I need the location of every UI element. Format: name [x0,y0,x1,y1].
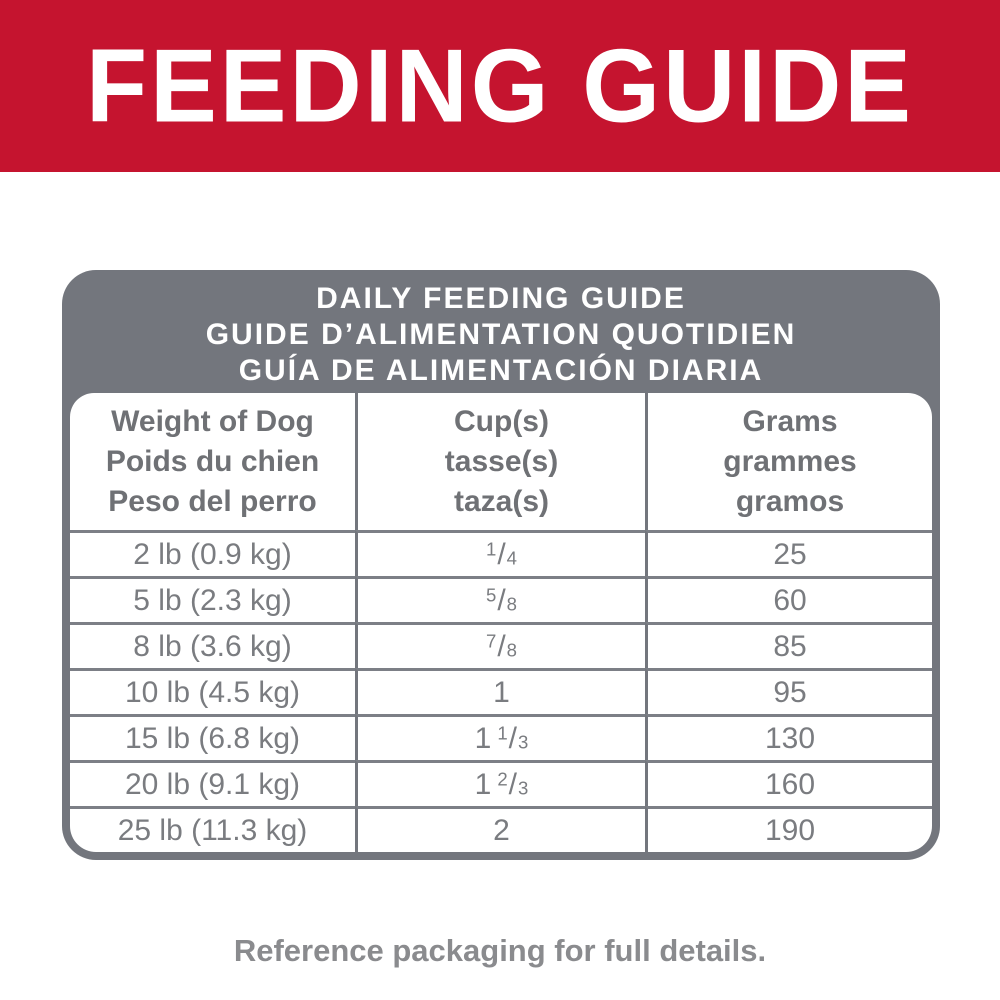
grams-cell: 160 [764,767,816,801]
weight-cell: 20 lb (9.1 kg) [124,767,301,801]
cups-cell: 1 $^2$/3 [474,767,529,801]
column-header-weight-es: Peso del perro [108,484,317,518]
column-header-grams-en: Grams [742,404,838,438]
column-header-cups-fr: tasse(s) [444,444,559,478]
daily-feeding-guide-card [62,270,940,860]
weight-cell: 5 lb (2.3 kg) [133,583,292,617]
banner-title: FEEDING GUIDE [86,27,914,144]
cups-cell: 2 [493,813,510,847]
feeding-guide-banner [0,0,1000,172]
cups-cell: $^7$/8 [485,629,518,663]
column-header-cups-es: taza(s) [453,484,550,518]
column-header-grams [645,393,932,530]
weight-cell: 8 lb (3.6 kg) [133,629,292,663]
column-header-weight-fr: Poids du chien [105,444,320,478]
weight-cell: 25 lb (11.3 kg) [117,813,308,847]
grams-cell: 25 [773,537,807,571]
footer-note: Reference packaging for full details. [233,933,767,968]
column-header-weight [70,393,355,530]
table-title-es: GUÍA DE ALIMENTACIÓN DIARIA [238,353,764,387]
cups-cell: $^5$/8 [485,583,518,617]
table-title-fr: GUIDE D’ALIMENTATION QUOTIDIEN [205,317,797,351]
grams-cell: 130 [764,721,816,755]
table-title-block [62,270,940,393]
grams-cell: 60 [773,583,807,617]
weight-cell: 15 lb (6.8 kg) [124,721,301,755]
feeding-table [70,393,932,852]
weight-cell: 10 lb (4.5 kg) [124,675,301,709]
column-header-weight-en: Weight of Dog [111,404,314,438]
cups-cell: 1 $^1$/3 [474,721,529,755]
grams-cell: 85 [773,629,807,663]
cups-cell: 1 [493,675,510,709]
column-header-cups [355,393,645,530]
column-header-cups-en: Cup(s) [454,404,549,438]
column-header-grams-fr: grammes [723,444,857,478]
table-title-en: DAILY FEEDING GUIDE [316,281,686,315]
cups-cell: $^1$/4 [485,537,518,571]
grams-cell: 95 [773,675,807,709]
weight-cell: 2 lb (0.9 kg) [133,537,292,571]
grams-cell: 190 [764,813,816,847]
column-header-grams-es: gramos [735,484,845,518]
